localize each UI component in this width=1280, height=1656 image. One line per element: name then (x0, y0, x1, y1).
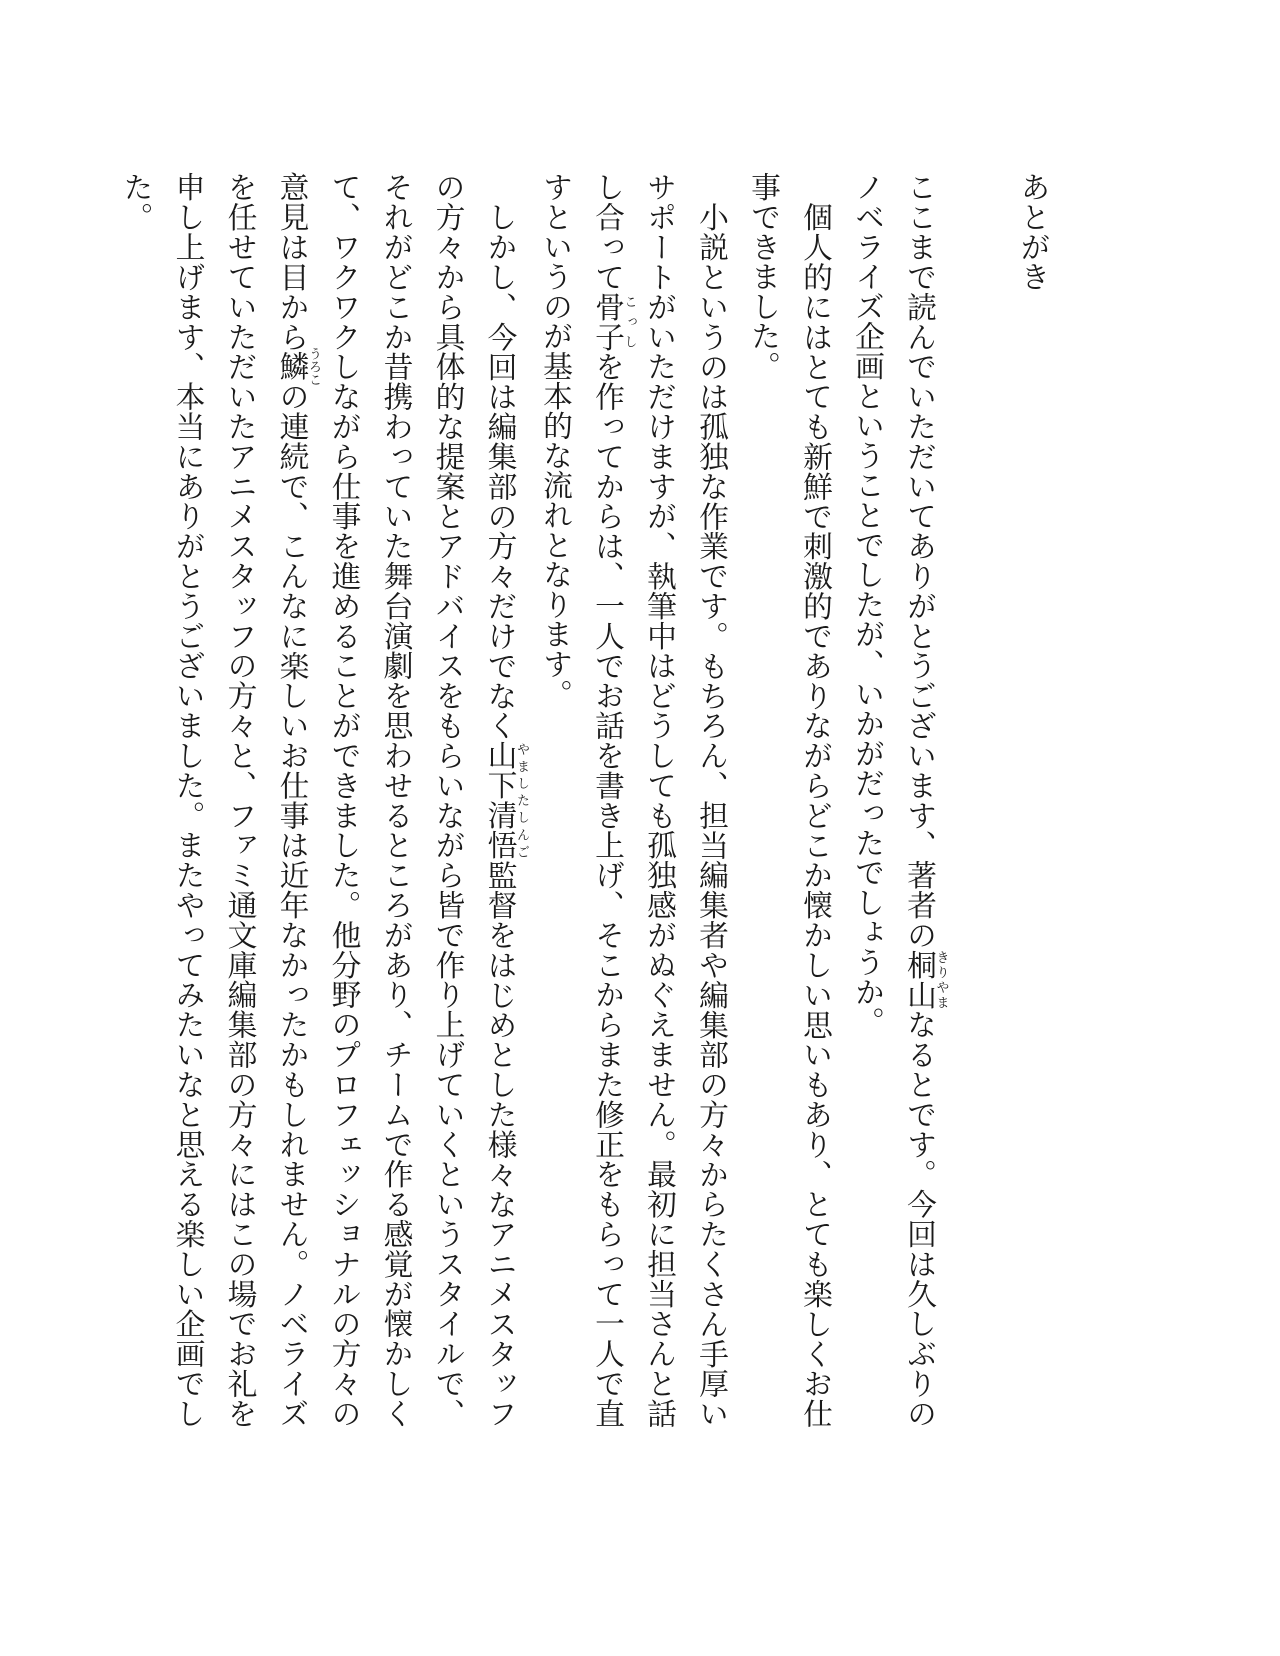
ruby-reading: うろこ (306, 346, 321, 386)
text-run: 個人的にはとても新鮮で刺激的でありながらどこか懐かしい思いもあり、とても楽しくお仕事できました。 (745, 172, 833, 1428)
ruby-reading: やましたしんご (514, 740, 529, 860)
page-title: あとがき (1015, 172, 1050, 292)
ruby-base: 山下清悟 (482, 740, 517, 860)
ruby-reading: こっし (621, 291, 637, 352)
text-run: なるとです。今回は久しぶりのノベライズ企画ということでしたが、いかがだったでしょうか。 (849, 172, 937, 1428)
paragraph (841, 172, 949, 1428)
afterword-page (109, 172, 1058, 1428)
paragraph (529, 172, 737, 1428)
ruby-annotated-word (482, 740, 529, 860)
ruby-annotated-word (901, 949, 949, 1010)
ruby-reading: きりやま (933, 949, 949, 1010)
ruby-base: 鱗 (274, 346, 309, 386)
ruby-base: 桐山 (901, 949, 937, 1010)
ruby-annotated-word (589, 291, 637, 352)
text-run: しかし、今回は編集部の方々だけでなく (482, 201, 517, 741)
text-run: 小説というのは孤独な作業です。もちろん、担当編集者や編集部の方々からたくさん手厚いサポートがいただけますが、執筆中はどうしても孤独感がぬぐえません。最初に担当さんと話し合って (589, 172, 729, 1428)
text-run: の連続で、こんなに楽しいお仕事は近年なかったかもしれません。ノベライズを任せていただいたアニメスタッフの方々と、ファミ通文庫編集部の方々にはこの場でお礼を申し上げます、本当にありがとうございました。またやってみたいなと思える楽しい企画でした。 (118, 172, 309, 1428)
afterword-body (109, 172, 948, 1428)
ruby-base: 骨子 (589, 291, 625, 352)
text-run: を作ってからは、一人でお話を書き上げ、そこからまた修正をもらって一人で直すというのが基本的な流れとなります。 (537, 172, 625, 1429)
text-run: 監督をはじめとした様々なアニメスタッフの方々から具体的な提案とアドバイスをもらいながら皆で作り上げていくというスタイルで、それがどこか昔携わっていた舞台演劇を思わせるところがあり、チームで作る感覚が懐かしくて、ワクワクしながら仕事を進めることができました。他分野のプロフェッショナルの方々の意見は目から (274, 172, 517, 1429)
text-run: ここまで読んでいただいてありがとうございます、著者の (901, 172, 937, 950)
paragraph (109, 172, 529, 1428)
paragraph (737, 172, 841, 1428)
ruby-annotated-word (274, 346, 321, 386)
